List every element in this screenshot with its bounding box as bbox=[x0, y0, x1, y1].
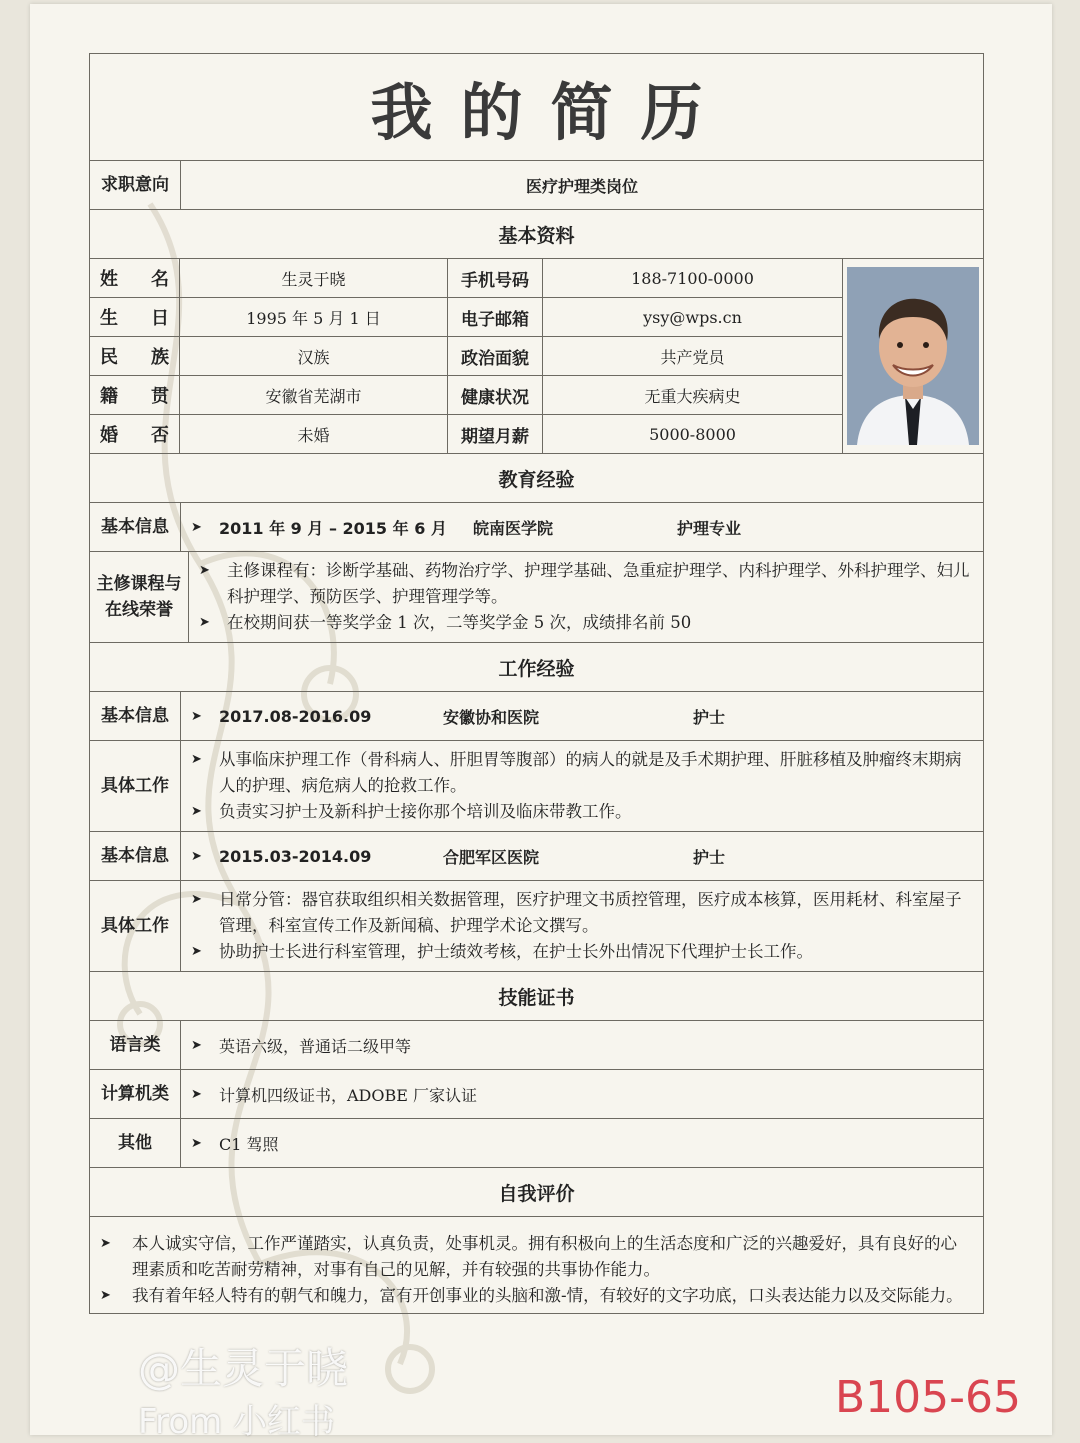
arrow-icon: ➤ bbox=[191, 708, 202, 724]
skill-row bbox=[90, 1070, 983, 1119]
section-work: 工作经验 bbox=[90, 643, 983, 692]
info-label-phone: 手机号码 bbox=[448, 259, 543, 297]
section-self-evaluation: 自我评价 bbox=[90, 1168, 983, 1217]
work-detail-row-2 bbox=[90, 881, 983, 972]
work-basic-content bbox=[181, 692, 983, 740]
info-label-email: 电子邮箱 bbox=[448, 298, 543, 336]
education-basic-content bbox=[181, 503, 983, 551]
arrow-icon: ➤ bbox=[191, 944, 202, 959]
arrow-icon: ➤ bbox=[191, 519, 202, 535]
section-education: 教育经验 bbox=[90, 454, 983, 503]
list-item: ➤ 我有着年轻人特有的朝气和魄力，富有开创事业的头脑和激-情，有较好的文字功底，口头表达能力以及交际能力。 bbox=[90, 1283, 983, 1309]
info-label-birthday: 生 日 bbox=[90, 298, 180, 336]
list-item: ➤ 主修课程有：诊断学基础、药物治疗学、护理学基础、急重症护理学、内科护理学、外科护理学、妇儿科护理学、预防医学、护理管理学等。 bbox=[189, 558, 983, 610]
education-period: 2011 年 9 月 – 2015 年 6 月 bbox=[219, 518, 447, 538]
arrow-icon: ➤ bbox=[191, 804, 202, 819]
skill-label: 语言类 bbox=[90, 1021, 181, 1069]
arrow-icon: ➤ bbox=[199, 563, 210, 578]
work-basic-content bbox=[181, 832, 983, 880]
education-courses-label: 主修课程与在线荣誉 bbox=[90, 552, 189, 642]
skill-value: 英语六级，普通话二级甲等 bbox=[219, 1036, 412, 1056]
work-basic-label: 基本信息 bbox=[90, 832, 181, 880]
watermark-source: From 小红书 bbox=[138, 1402, 336, 1442]
education-basic-row bbox=[90, 503, 983, 552]
work-org: 安徽协和医院 bbox=[443, 707, 540, 727]
list-item: ➤ 日常分管：器官获取组织相关数据管理，医疗护理文书质控管理，医疗成本核算，医用耗材、科室屋子管理，科室宣传工作及新闻稿、护理学术论文撰写。 bbox=[181, 887, 983, 939]
info-value-health: 无重大疾病史 bbox=[644, 386, 741, 406]
skill-label: 计算机类 bbox=[90, 1070, 181, 1118]
arrow-icon: ➤ bbox=[191, 752, 202, 767]
arrow-icon: ➤ bbox=[191, 1086, 202, 1102]
arrow-icon: ➤ bbox=[191, 848, 202, 864]
info-value-political: 共产党员 bbox=[660, 347, 725, 367]
skill-value-row bbox=[181, 1119, 983, 1167]
info-row bbox=[90, 259, 842, 298]
info-value-marital: 未婚 bbox=[180, 415, 448, 453]
education-basic-label: 基本信息 bbox=[90, 503, 181, 551]
arrow-icon: ➤ bbox=[100, 1236, 111, 1251]
skill-row bbox=[90, 1119, 983, 1168]
arrow-icon: ➤ bbox=[191, 892, 202, 907]
work-period: 2015.03-2014.09 bbox=[219, 846, 372, 866]
arrow-icon: ➤ bbox=[191, 1037, 202, 1053]
section-skills: 技能证书 bbox=[90, 972, 983, 1021]
info-label-ethnicity: 民 族 bbox=[90, 337, 180, 375]
list-item: ➤ 从事临床护理工作（骨科病人、肝胆胃等腹部）的病人的就是及手术期护理、肝脏移植及肿瘤终末期病人的护理、病危病人的抢救工作。 bbox=[181, 747, 983, 799]
work-period: 2017.08-2016.09 bbox=[219, 706, 372, 726]
watermark-user: @生灵于晓 bbox=[138, 1344, 349, 1393]
info-label-health: 健康状况 bbox=[448, 376, 543, 414]
self-evaluation bbox=[90, 1217, 983, 1314]
info-row bbox=[90, 376, 842, 415]
education-courses bbox=[189, 552, 983, 642]
info-value-salary: 5000-8000 bbox=[649, 424, 736, 444]
info-label-salary: 期望月薪 bbox=[448, 415, 543, 453]
work-detail-row-1 bbox=[90, 741, 983, 832]
skill-value: 计算机四级证书，ADOBE 厂家认证 bbox=[219, 1085, 478, 1105]
work-details bbox=[181, 881, 983, 971]
photo-cell bbox=[842, 259, 983, 453]
info-value-phone: 188-7100-0000 bbox=[631, 268, 754, 288]
education-courses-row bbox=[90, 552, 983, 643]
objective-row bbox=[90, 161, 983, 210]
resume-title: 我的简历 bbox=[370, 75, 731, 149]
info-label-marital: 婚 否 bbox=[90, 415, 180, 453]
arrow-icon: ➤ bbox=[199, 615, 210, 630]
work-basic-row-1 bbox=[90, 692, 983, 741]
person-portrait-icon bbox=[847, 267, 979, 445]
info-row bbox=[90, 415, 842, 453]
list-item: ➤ 负责实习护士及新科护士接你那个培训及临床带教工作。 bbox=[181, 799, 983, 825]
work-role: 护士 bbox=[693, 707, 726, 727]
info-value-birthday: 1995 年 5 月 1 日 bbox=[180, 298, 448, 336]
work-details bbox=[181, 741, 983, 831]
objective-label: 求职意向 bbox=[90, 161, 181, 209]
title-row bbox=[90, 54, 983, 161]
skill-value-row bbox=[181, 1070, 983, 1118]
basic-info-grid bbox=[90, 259, 983, 454]
arrow-icon: ➤ bbox=[100, 1288, 111, 1303]
info-row bbox=[90, 298, 842, 337]
work-detail-label: 具体工作 bbox=[90, 741, 181, 831]
list-item: ➤ 在校期间获一等奖学金 1 次，二等奖学金 5 次，成绩排名前 50 bbox=[189, 610, 983, 636]
info-row bbox=[90, 337, 842, 376]
skill-value-row bbox=[181, 1021, 983, 1069]
list-item: ➤ 本人诚实守信，工作严谨踏实，认真负责，处事机灵。拥有积极向上的生活态度和广泛的兴趣爱好，具有良好的心理素质和吃苦耐劳精神，对事有自己的见解，并有较强的共事协作能力。 bbox=[90, 1231, 983, 1283]
arrow-icon: ➤ bbox=[191, 1135, 202, 1151]
education-major: 护理专业 bbox=[677, 518, 742, 538]
work-org: 合肥军区医院 bbox=[443, 847, 540, 867]
info-value-name: 生灵于晓 bbox=[180, 259, 448, 297]
info-value-origin: 安徽省芜湖市 bbox=[180, 376, 448, 414]
section-basic: 基本资料 bbox=[90, 210, 983, 259]
basic-info-table bbox=[90, 259, 842, 453]
skill-row bbox=[90, 1021, 983, 1070]
info-value-email: ysy@wps.cn bbox=[643, 307, 742, 327]
resume-sheet bbox=[89, 53, 984, 1314]
work-detail-label: 具体工作 bbox=[90, 881, 181, 971]
info-label-origin: 籍 贯 bbox=[90, 376, 180, 414]
work-role: 护士 bbox=[693, 847, 726, 867]
info-value-ethnicity: 汉族 bbox=[180, 337, 448, 375]
info-label-political: 政治面貌 bbox=[448, 337, 543, 375]
list-item: ➤ 协助护士长进行科室管理，护士绩效考核，在护士长外出情况下代理护士长工作。 bbox=[181, 939, 983, 965]
education-school: 皖南医学院 bbox=[473, 518, 554, 538]
profile-photo bbox=[847, 267, 979, 445]
skill-value: C1 驾照 bbox=[219, 1134, 279, 1154]
template-code: B105-65 bbox=[835, 1372, 1022, 1423]
skill-label: 其他 bbox=[90, 1119, 181, 1167]
info-label-name: 姓 名 bbox=[90, 259, 180, 297]
work-basic-label: 基本信息 bbox=[90, 692, 181, 740]
objective-value: 医疗护理类岗位 bbox=[525, 176, 638, 196]
work-basic-row-2 bbox=[90, 832, 983, 881]
